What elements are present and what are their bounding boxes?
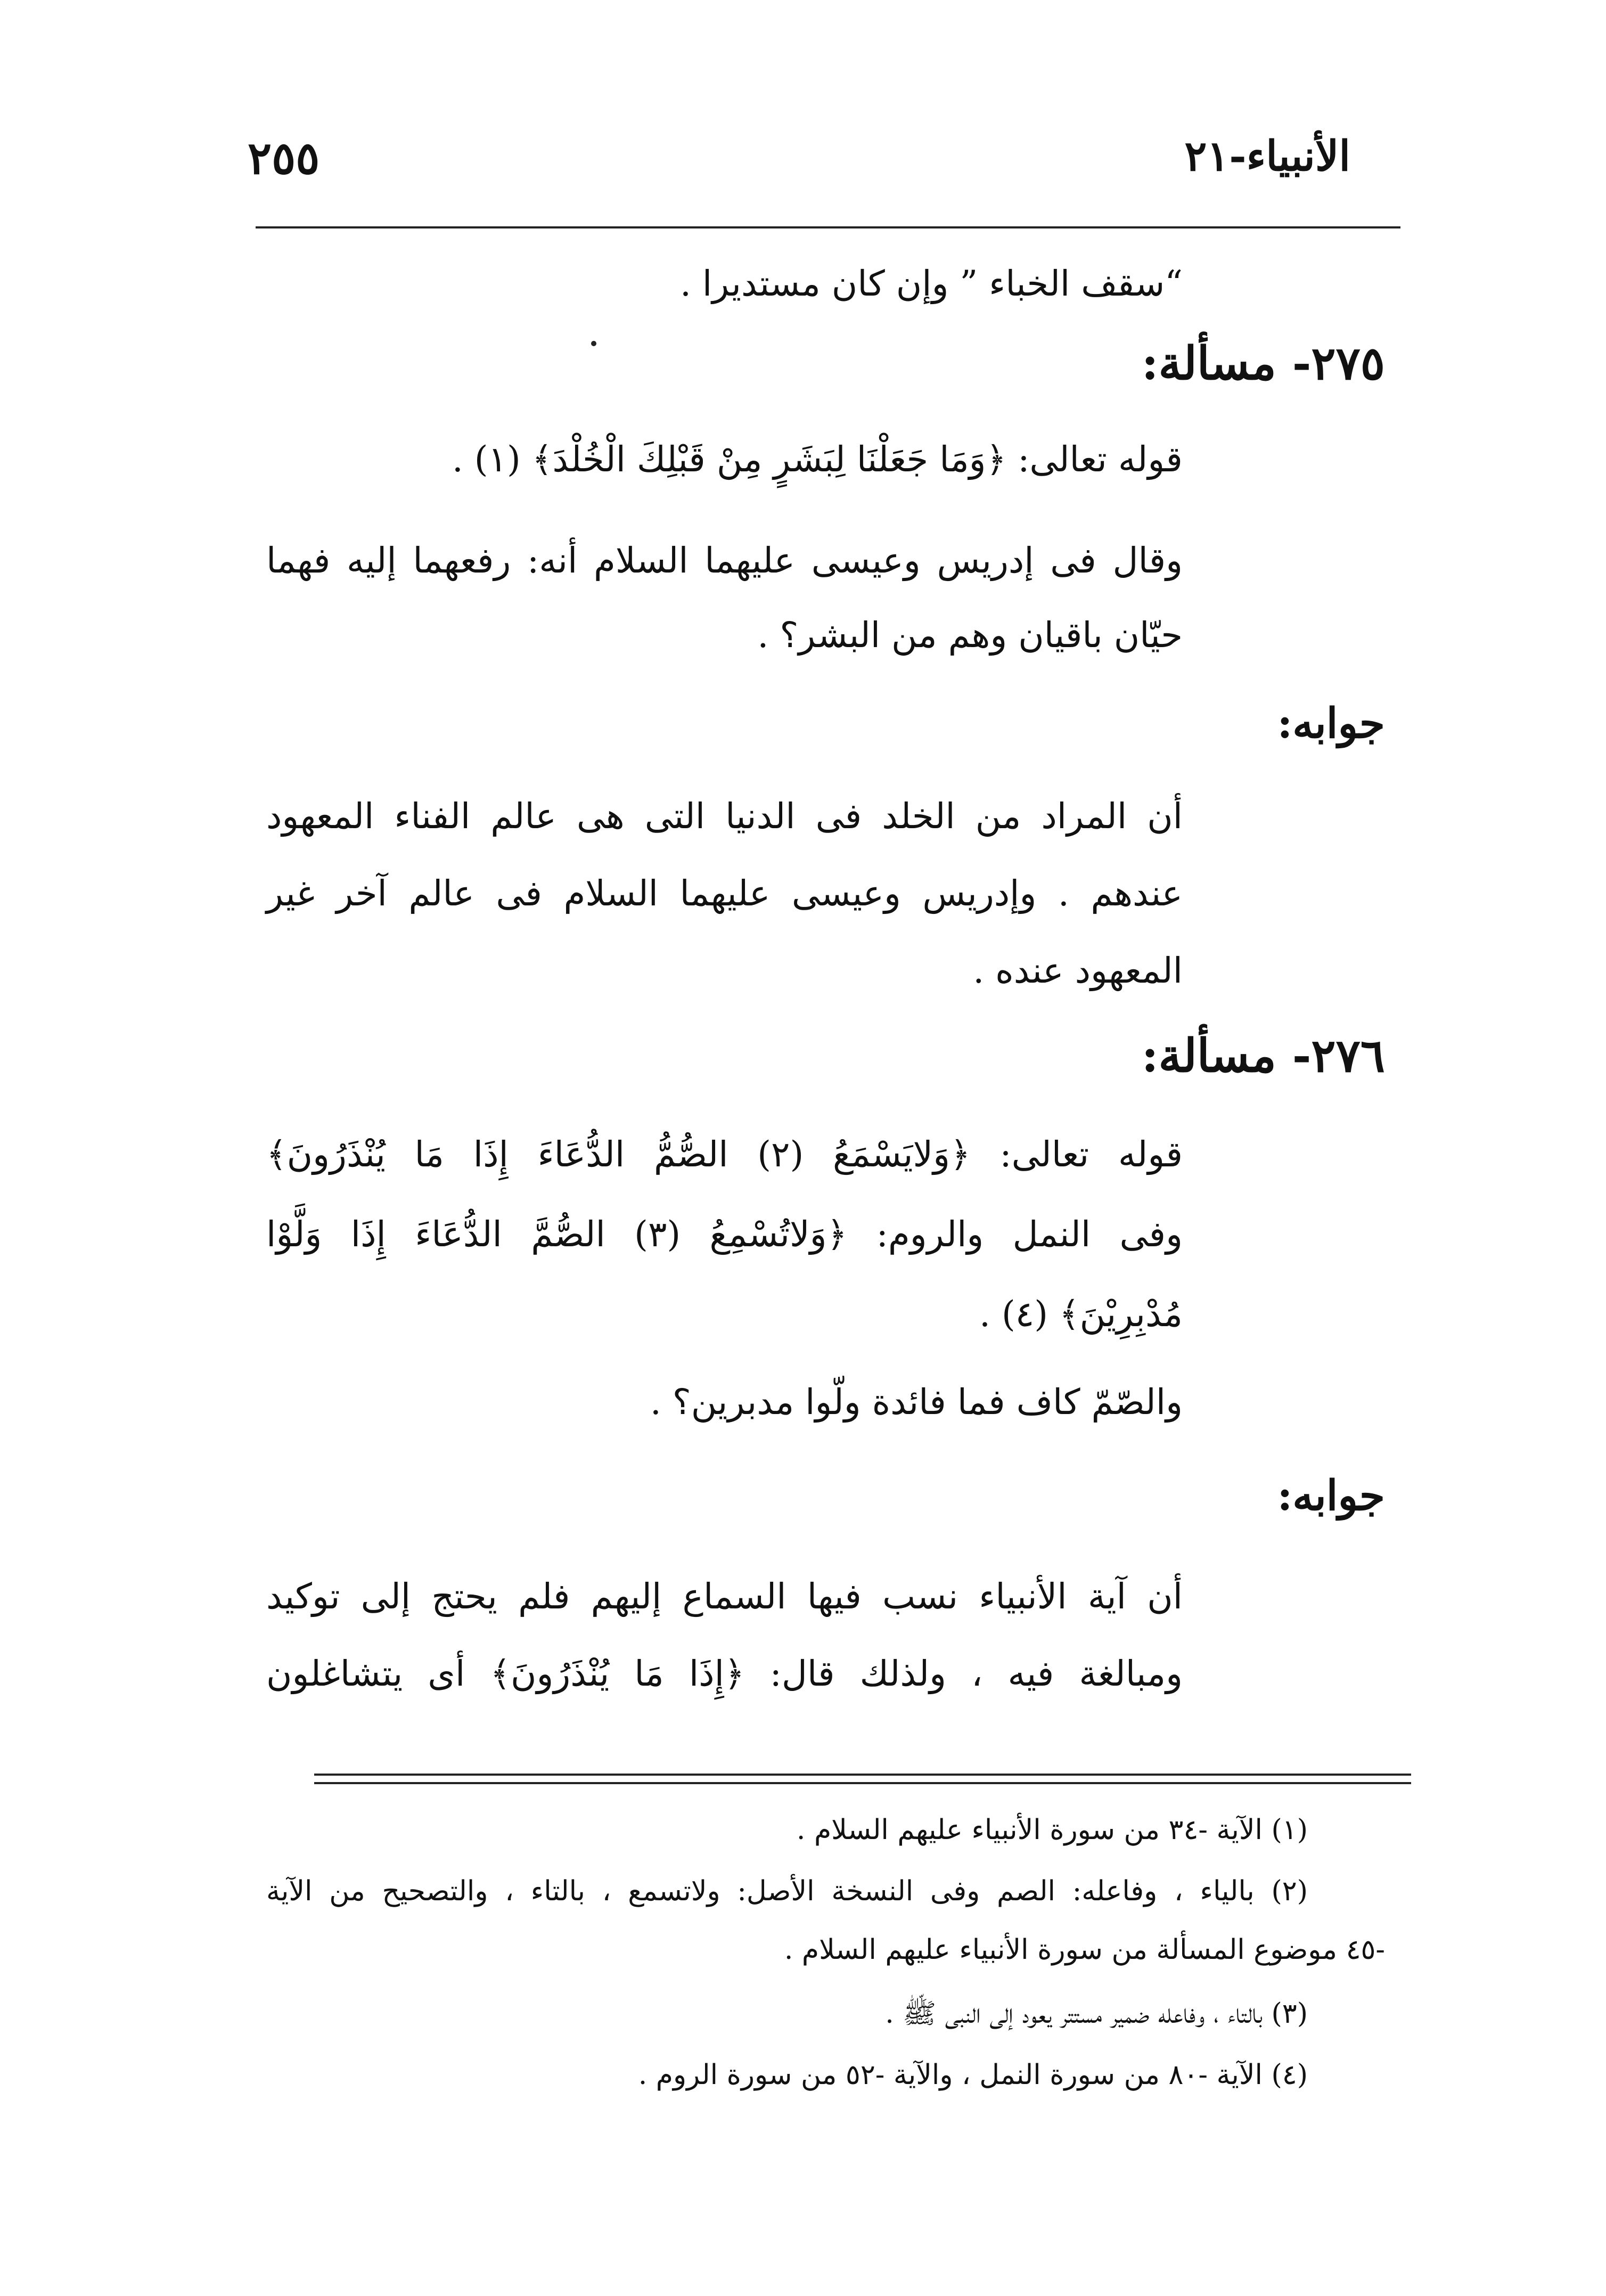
question-275-line-2: وقال فى إدريس وعيسى عليهما السلام أنه: رفعهما إليه فهما (266, 540, 1183, 581)
answer-label-276: جوابه: (1277, 1472, 1385, 1520)
footnote-rule-top (314, 1774, 1411, 1776)
question-275-line-3: حيّان باقيان وهم من البشر؟ . (757, 615, 1183, 656)
question-276-line-3: مُدْبِرِيْنَ﴾ (٤) . (979, 1294, 1183, 1335)
answer-label-275: جوابه: (1277, 699, 1385, 748)
answer-275-line-1: أن المراد من الخلد فى الدنيا التى هى عالم الفناء المعهود (266, 796, 1183, 837)
answer-275-line-2: عندهم . وإدريس وعيسى عليهما السلام فى عالم آخر غير (266, 873, 1183, 914)
question-276-line-4: والصّمّ كاف فما فائدة ولّوا مدبرين؟ . (650, 1382, 1183, 1423)
question-heading-276: ٢٧٦- مسألة: (1141, 1029, 1385, 1083)
answer-275-line-3: المعهود عنده . (973, 950, 1183, 991)
question-heading-275: ٢٧٥- مسألة: (1141, 337, 1385, 390)
page-number: ٢٥٥ (248, 132, 320, 184)
answer-276-line-2: ومبالغة فيه ، ولذلك قال: ﴿إِذَا مَا يُنْذَرُونَ﴾ أى يتشاغلون (266, 1653, 1183, 1694)
question-276-line-2: وفى النمل والروم: ﴿وَلاتُسْمِعُ (٣) الصُّمَّ الدُّعَاءَ إِذَا وَلَّوْا (266, 1214, 1183, 1255)
question-275-line-1: قوله تعالى: ﴿وَمَا جَعَلْنَا لِبَشَرٍ مِنْ قَبْلِكَ الْخُلْدَ﴾ (١) . (452, 439, 1183, 480)
continuation-line: “سقف الخباء ” وإن كان مستديرا . (679, 263, 1183, 304)
footnote-3: (٣) بالتاء ، وفاعله ضمير مستتر يعود إلى النبى ﷺ . (885, 1998, 1308, 2030)
footnote-2-line-1: (٢) بالياء ، وفاعله: الصم وفى النسخة الأصل: ولاتسمع ، بالتاء ، والتصحيح من الآية (266, 1875, 1308, 1907)
answer-276-line-1: أن آية الأنبياء نسب فيها السماع إليهم فلم يحتج إلى توكيد (266, 1576, 1183, 1617)
footnote-4: (٤) الآية -٨٠ من سورة النمل ، والآية -٥٢ من سورة الروم . (638, 2059, 1308, 2091)
header-rule (256, 226, 1400, 228)
footnote-1: (١) الآية -٣٤ من سورة الأنبياء عليهم السلام . (796, 1814, 1308, 1846)
ink-dot (591, 341, 596, 346)
running-header-title: الأنبياء-٢١ (1184, 132, 1350, 181)
question-276-line-1: قوله تعالى: ﴿وَلايَسْمَعُ (٢) الصُّمُّ الدُّعَاءَ إِذَا مَا يُنْذَرُونَ﴾ (266, 1134, 1183, 1175)
footnote-2-line-2: -٤٥ موضوع المسألة من سورة الأنبياء عليهم السلام . (784, 1934, 1385, 1966)
footnote-rule-bottom (314, 1782, 1411, 1784)
